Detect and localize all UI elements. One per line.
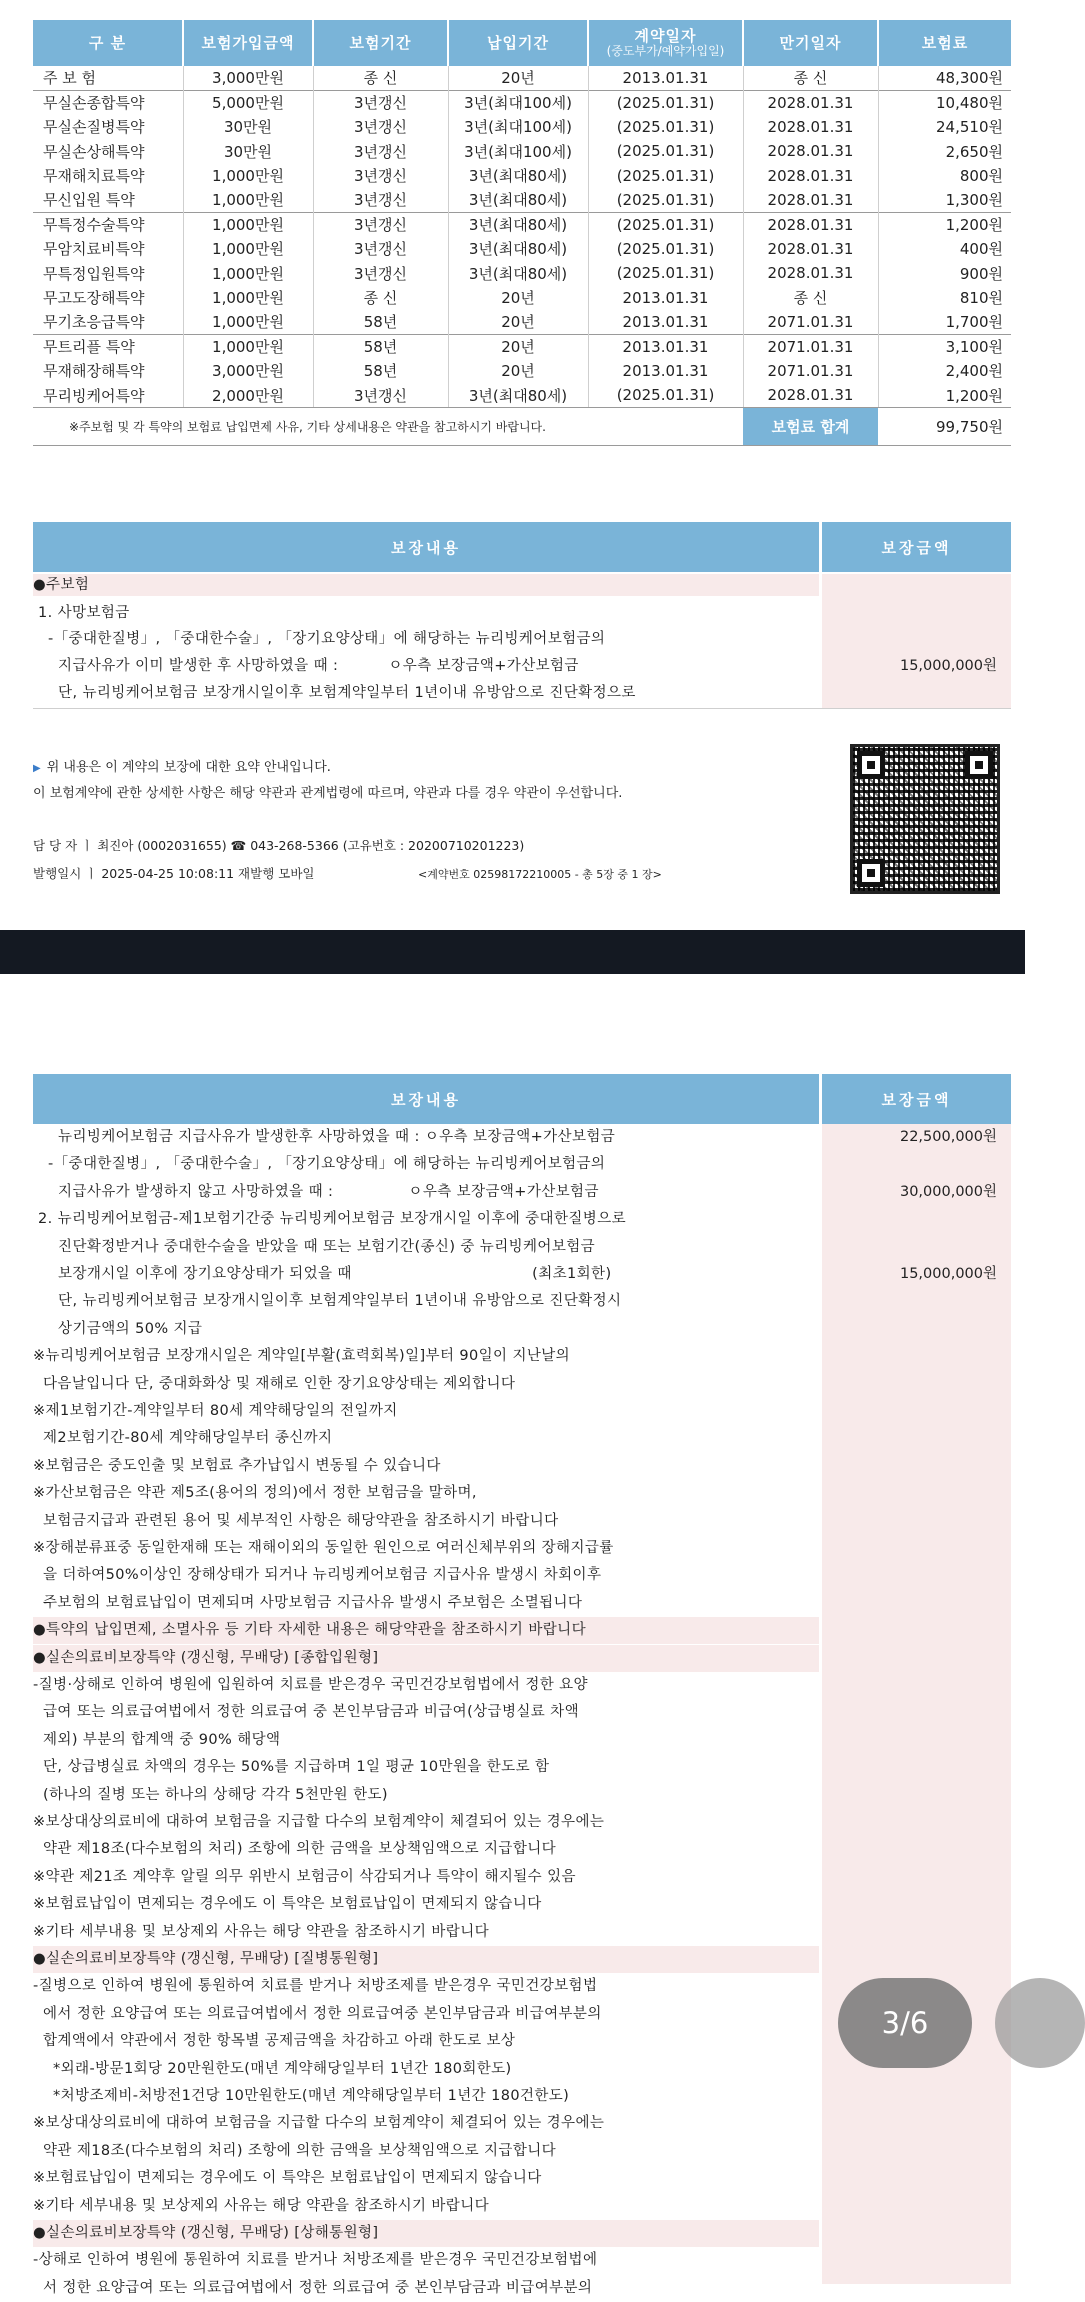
premium-cell: 5,000만원: [183, 90, 313, 114]
premium-cell: 20년: [448, 66, 588, 90]
premium-row: [33, 164, 1011, 188]
premium-cell: 1,000만원: [183, 212, 313, 236]
premium-row: [33, 139, 1011, 163]
coverage-line: 제2보험기간-80세 계약해당일부터 종신까지: [33, 1430, 333, 1447]
premium-cell: 1,000만원: [183, 237, 313, 261]
coverage-line: -「중대한질병」, 「중대한수술」, 「장기요양상태」에 해당하는 뉴리빙케어보험금의: [33, 631, 606, 647]
coverage-line: *외래-방문1회당 20만원한도(매년 계약해당일부터 1년간 180회한도): [33, 2060, 512, 2077]
coverage-line: 단, 상급병실료 차액의 경우는 50%를 지급하며 1일 평균 10만원을 한도로 함: [33, 1759, 550, 1776]
premium-cell: 1,200원: [878, 212, 1011, 236]
premium-cell: 2013.01.31: [588, 286, 743, 310]
section-heading: ●실손의료비보장특약 (갱신형, 무배당) [상해통원형]: [33, 2220, 819, 2247]
coverage-line: 2. 뉴리빙케어보험금-제1보험기간중 뉴리빙케어보험금 보장개시일 이후에 중대한질병으로: [33, 1211, 627, 1228]
premium-cell: 2028.01.31: [743, 115, 878, 139]
coverage-line: 단, 뉴리빙케어보험금 보장개시일이후 보험계약일부터 1년이내 유방암으로 진단확정시: [33, 1293, 622, 1310]
premium-cell: 3년(최대80세): [448, 383, 588, 407]
premium-row: [33, 310, 1011, 334]
coverage-body-1: [33, 574, 1011, 709]
premium-cell: 3년(최대80세): [448, 261, 588, 285]
premium-cell: 1,700원: [945, 313, 1003, 332]
premium-total-value: 99,750원: [878, 407, 1011, 445]
coverage-amount-header-2: 보장금액: [822, 1074, 1011, 1124]
premium-footnote: ※주보험 및 각 특약의 보험료 납입면제 사유, 기타 상세내용은 약관을 참고하시기 바랍니다.: [33, 407, 743, 445]
premium-cell: 종 신: [743, 286, 878, 310]
premium-cell: (2025.01.31): [588, 383, 743, 407]
premium-cell: 1,200원: [878, 383, 1011, 407]
premium-cell: 2,000만원: [183, 383, 313, 407]
premium-row: [33, 359, 1011, 383]
premium-row: [33, 66, 1011, 90]
premium-cell: 무트리플 특약: [33, 334, 183, 358]
coverage-line: ※장해분류표중 동일한재해 또는 재해이외의 동일한 원인으로 여러신체부위의 장해지급률: [33, 1540, 614, 1556]
premium-cell: 24,510원: [936, 118, 1003, 137]
premium-cell: 3년갱신: [313, 139, 448, 163]
premium-cell: 1,000만원: [183, 286, 313, 310]
coverage-line: -질병·상해로 인하여 병원에 입원하여 치료를 받은경우 국민건강보험법에서 정한 요양: [33, 1677, 588, 1693]
header-category: 구 분: [33, 20, 183, 66]
premium-total-label: 보험료 합계: [743, 407, 878, 445]
premium-cell: 2028.01.31: [743, 261, 878, 285]
coverage-line: 합계액에서 약관에서 정한 항목별 공제금액을 차감하고 아래 한도로 보상: [33, 2033, 516, 2050]
premium-row: [33, 188, 1011, 212]
premium-cell: 3년갱신: [313, 261, 448, 285]
section-heading: ●특약의 납입면제, 소멸사유 등 기타 자세한 내용은 해당약관을 참조하시기 바랍니다: [33, 1617, 819, 1644]
premium-cell: 무기초응급특약: [33, 310, 183, 334]
coverage-line: 보험금지급과 관련된 용어 및 세부적인 사항은 해당약관을 참조하시기 바랍니다: [33, 1512, 559, 1529]
coverage-header: [33, 522, 1011, 572]
premium-cell: 1,000만원: [183, 164, 313, 188]
premium-cell: 48,300원: [936, 69, 1003, 88]
coverage-amount: 22,500,000원: [899, 1129, 997, 1145]
document-page-2: [0, 974, 1025, 2296]
header-contract-date-sub: (중도부가/예약가입일): [606, 43, 725, 58]
premium-cell: 3년갱신: [313, 188, 448, 212]
coverage-line: -「중대한질병」, 「중대한수술」, 「장기요양상태」에 해당하는 뉴리빙케어보험금의: [33, 1156, 606, 1173]
premium-cell: 3년(최대100세): [448, 115, 588, 139]
premium-cell: 58년: [313, 310, 448, 334]
coverage-line: 급여 또는 의료급여법에서 정한 의료급여 중 본인부담금과 비급여(상급병실료 차액: [33, 1704, 579, 1721]
premium-cell: 10,480원: [878, 90, 1011, 114]
premium-cell: (2025.01.31): [588, 261, 743, 285]
premium-cell: 3,100원: [878, 334, 1011, 358]
premium-cell: 3,000만원: [183, 66, 313, 90]
triangle-bullet-icon: ▶: [33, 763, 41, 774]
premium-cell: 1,000만원: [183, 261, 313, 285]
coverage-line: ※제1보험기간-계약일부터 80세 계약해당일의 전일까지: [33, 1403, 398, 1419]
premium-row: [33, 90, 1011, 114]
premium-cell: 400원: [959, 240, 1003, 259]
section-heading: ●실손의료비보장특약 (갱신형, 무배당) [종합입원형]: [33, 1645, 819, 1672]
premium-row: [33, 212, 1011, 236]
premium-cell: 3년(최대100세): [448, 90, 588, 114]
page-separator: [0, 930, 1025, 974]
premium-cell: (2025.01.31): [588, 237, 743, 261]
premium-row: [33, 286, 1011, 310]
premium-cell: 3년갱신: [313, 237, 448, 261]
coverage-line: ※보험료납입이 면제되는 경우에도 이 특약은 보험료납입이 면제되지 않습니다: [33, 2170, 542, 2187]
coverage-content-header-2: 보장내용: [33, 1074, 819, 1124]
coverage-line: 주보험의 보험료납입이 면제되며 사망보험금 지급사유 발생시 주보험은 소멸됩니다: [33, 1594, 583, 1611]
premium-cell: 1,300원: [945, 191, 1003, 210]
premium-row: [33, 383, 1011, 407]
premium-cell: 2028.01.31: [743, 212, 878, 236]
premium-cell: 무실손종합특약: [33, 90, 183, 114]
premium-cell: 무고도장해특약: [33, 286, 183, 310]
premium-cell: 무재해장해특약: [33, 359, 183, 383]
coverage-line: (하나의 질병 또는 하나의 상해당 각각 5천만원 한도): [33, 1786, 388, 1803]
header-insurance-period: 보험기간: [313, 20, 448, 66]
premium-row: [33, 237, 1011, 261]
coverage-header-2: [33, 1074, 1011, 1124]
premium-cell: 2028.01.31: [743, 188, 878, 212]
premium-cell: 2013.01.31: [588, 359, 743, 383]
premium-cell: 3년갱신: [313, 90, 448, 114]
premium-cell: 2013.01.31: [588, 310, 743, 334]
premium-cell: 3년(최대80세): [448, 188, 588, 212]
premium-cell: 무재해치료특약: [33, 164, 183, 188]
premium-table: [33, 20, 1011, 446]
document-page-1: [0, 0, 1025, 930]
premium-cell: 1,000만원: [183, 310, 313, 334]
coverage-line: 약관 제18조(다수보험의 처리) 조항에 의한 금액을 보상책임액으로 지급합니다: [33, 1841, 557, 1858]
premium-cell: 2013.01.31: [588, 334, 743, 358]
coverage-body-2: [33, 1124, 1011, 2296]
premium-cell: 3년갱신: [313, 212, 448, 236]
premium-cell: 3년갱신: [313, 115, 448, 139]
coverage-line: ※뉴리빙케어보험금 보장개시일은 계약일[부활(효력회복)일]부터 90일이 지난날의: [33, 1348, 571, 1365]
premium-table-header: [33, 20, 1011, 66]
premium-cell: (2025.01.31): [588, 115, 743, 139]
coverage-line: ※기타 세부내용 및 보상제외 사유는 해당 약관을 참조하시기 바랍니다: [33, 1923, 490, 1940]
premium-cell: 무암치료비특약: [33, 237, 183, 261]
premium-row: [33, 115, 1011, 139]
coverage-line: 뉴리빙케어보험금 지급사유가 발생한후 사망하였을 때 : ㅇ우측 보장금액+가산보험금: [33, 1129, 616, 1145]
coverage-amount: 15,000,000원: [899, 658, 997, 674]
premium-cell: 3년갱신: [313, 383, 448, 407]
premium-cell: 2028.01.31: [743, 139, 878, 163]
premium-cell: 800원: [959, 167, 1003, 186]
premium-cell: 1,000만원: [183, 334, 313, 358]
header-premium: 보험료: [878, 20, 1011, 66]
premium-cell: 무실손상해특약: [33, 139, 183, 163]
premium-cell: 20년: [448, 359, 588, 383]
premium-cell: 30만원: [183, 115, 313, 139]
premium-cell: 2028.01.31: [743, 90, 878, 114]
premium-cell: (2025.01.31): [588, 139, 743, 163]
coverage-line: 에서 정한 요양급여 또는 의료급여법에서 정한 의료급여중 본인부담금과 비급여부분의: [33, 2005, 602, 2022]
premium-cell: 무특정수술특약: [33, 212, 183, 236]
premium-cell: 20년: [448, 334, 588, 358]
premium-cell: 종 신: [313, 286, 448, 310]
premium-cell: 3년(최대80세): [448, 237, 588, 261]
coverage-line: ※보험금은 중도인출 및 보험료 추가납입시 변동될 수 있습니다: [33, 1457, 441, 1474]
premium-cell: 58년: [313, 334, 448, 358]
section-heading: ●주보험: [33, 574, 819, 596]
coverage-line: ※약관 제21조 계약후 알릴 의무 위반시 보험금이 삭감되거나 특약이 해지될수 있음: [33, 1868, 576, 1885]
issued-info: 발행일시 ㅣ 2025-04-25 10:08:11 재발행 모바일: [33, 866, 315, 881]
header-payment-period: 납입기간: [448, 20, 588, 66]
coverage-line: ※기타 세부내용 및 보상제외 사유는 해당 약관을 참조하시기 바랍니다: [33, 2197, 490, 2214]
premium-cell: 3년(최대80세): [448, 212, 588, 236]
notice-line-1: ▶ 위 내용은 이 계약의 보장에 대한 요약 안내입니다.: [33, 760, 331, 775]
premium-cell: 무신입원 특약: [33, 188, 183, 212]
premium-cell: (2025.01.31): [588, 188, 743, 212]
coverage-line: 진단확정받거나 중대한수술을 받았을 때 또는 보험기간(종신) 중 뉴리빙케어보험금: [33, 1238, 596, 1255]
premium-cell: 2071.01.31: [743, 310, 878, 334]
premium-cell: 2028.01.31: [743, 383, 878, 407]
premium-table-footer: [33, 407, 1011, 445]
premium-cell: 3년(최대80세): [448, 164, 588, 188]
coverage-line: ※가산보험금은 약관 제5조(용어의 정의)에서 정한 보험금을 말하며,: [33, 1485, 477, 1502]
page-indicator[interactable]: 3/6: [838, 1978, 972, 2068]
premium-cell: 1,000만원: [183, 188, 313, 212]
coverage-line: ※보험료납입이 면제되는 경우에도 이 특약은 보험료납입이 면제되지 않습니다: [33, 1896, 542, 1913]
coverage-amount: 15,000,000원: [899, 1266, 997, 1282]
premium-cell: 무리빙케어특약: [33, 383, 183, 407]
coverage-line: ※보상대상의료비에 대하여 보험금을 지급할 다수의 보험계약이 체결되어 있는 경우에는: [33, 2115, 605, 2132]
premium-cell: 2,400원: [945, 362, 1003, 381]
premium-cell: 810원: [959, 289, 1003, 308]
premium-cell: 2071.01.31: [743, 359, 878, 383]
coverage-line: 제외) 부분의 합계액 중 90% 해당액: [33, 1731, 281, 1748]
agent-info: 담 당 자 ㅣ 최진아 (0002031655) ☎ 043-268-5366 (고유번호 : 20200710201223): [33, 838, 525, 853]
premium-cell: 3년갱신: [313, 164, 448, 188]
premium-cell: 3년(최대100세): [448, 139, 588, 163]
premium-cell: 58년: [313, 359, 448, 383]
coverage-line: 서 정한 요양급여 또는 의료급여법에서 정한 의료급여 중 본인부담금과 비급여부분의: [33, 2279, 593, 2296]
notice-line-2: 이 보험계약에 관한 상세한 사항은 해당 약관과 관계법령에 따르며, 약관과 다를 경우 약관이 우선합니다.: [33, 786, 623, 801]
header-maturity-date: 만기일자: [743, 20, 878, 66]
coverage-line: 단, 뉴리빙케어보험금 보장개시일이후 보험계약일부터 1년이내 유방암으로 진단확정으로: [33, 685, 636, 701]
premium-cell: 900원: [959, 264, 1003, 283]
coverage-line: 보장개시일 이후에 장기요양상태가 되었을 때 (최초1회한): [33, 1266, 612, 1282]
premium-row: [33, 261, 1011, 285]
coverage-line: 지급사유가 발생하지 않고 사망하였을 때 : ㅇ우측 보장금액+가산보험금: [33, 1183, 599, 1200]
coverage-line: 1. 사망보험금: [33, 605, 130, 621]
coverage-line: -상해로 인하여 병원에 통원하여 치료를 받거나 처방조제를 받은경우 국민건강보험법에: [33, 2252, 598, 2269]
coverage-line: 약관 제18조(다수보험의 처리) 조항에 의한 금액을 보상책임액으로 지급합니다: [33, 2142, 557, 2159]
premium-cell: 주 보 험: [33, 66, 183, 90]
premium-cell: 2028.01.31: [743, 237, 878, 261]
coverage-line: 다음날입니다 단, 중대화화상 및 재해로 인한 장기요양상태는 제외합니다: [33, 1375, 516, 1392]
premium-row: [33, 334, 1011, 358]
premium-cell: 종 신: [743, 66, 878, 90]
coverage-content-header: 보장내용: [33, 522, 819, 572]
coverage-line: -질병으로 인하여 병원에 통원하여 치료를 받거나 처방조제를 받은경우 국민건강보험법: [33, 1978, 598, 1995]
premium-cell: 20년: [448, 286, 588, 310]
premium-cell: 2071.01.31: [743, 334, 878, 358]
premium-cell: 무특정입원특약: [33, 261, 183, 285]
contract-number: <계약번호 02598172210005 - 총 5장 중 1 장>: [418, 868, 662, 881]
premium-cell: (2025.01.31): [588, 164, 743, 188]
coverage-line: 지급사유가 이미 발생한 후 사망하였을 때 : ㅇ우측 보장금액+가산보험금: [33, 658, 579, 674]
premium-cell: 30만원: [183, 139, 313, 163]
premium-cell: 3,000만원: [183, 359, 313, 383]
premium-cell: 무실손질병특약: [33, 115, 183, 139]
premium-cell: (2025.01.31): [588, 90, 743, 114]
premium-cell: 2013.01.31: [588, 66, 743, 90]
header-coverage-amount: 보험가입금액: [183, 20, 313, 66]
qr-code-icon: [850, 744, 1000, 894]
coverage-line: ※보상대상의료비에 대하여 보험금을 지급할 다수의 보험계약이 체결되어 있는 경우에는: [33, 1814, 605, 1830]
coverage-line: 을 더하여50%이상인 장해상태가 되거나 뉴리빙케어보험금 지급사유 발생시 차회이후: [33, 1567, 602, 1584]
premium-cell: 2028.01.31: [743, 164, 878, 188]
section-heading: ●실손의료비보장특약 (갱신형, 무배당) [질병통원형]: [33, 1946, 819, 1973]
coverage-amount-header: 보장금액: [822, 522, 1011, 572]
premium-cell: (2025.01.31): [588, 212, 743, 236]
next-page-button[interactable]: [995, 1978, 1085, 2068]
coverage-line: 상기금액의 50% 지급: [33, 1320, 203, 1337]
coverage-amount: 30,000,000원: [899, 1183, 997, 1200]
premium-cell: 2,650원: [945, 142, 1003, 161]
premium-cell: 종 신: [313, 66, 448, 90]
coverage-line: *처방조제비-처방전1건당 10만원한도(매년 계약해당일부터 1년간 180건한도): [33, 2088, 570, 2104]
premium-cell: 20년: [448, 310, 588, 334]
header-contract-date: 계약일자 (중도부가/예약가입일): [588, 20, 743, 66]
